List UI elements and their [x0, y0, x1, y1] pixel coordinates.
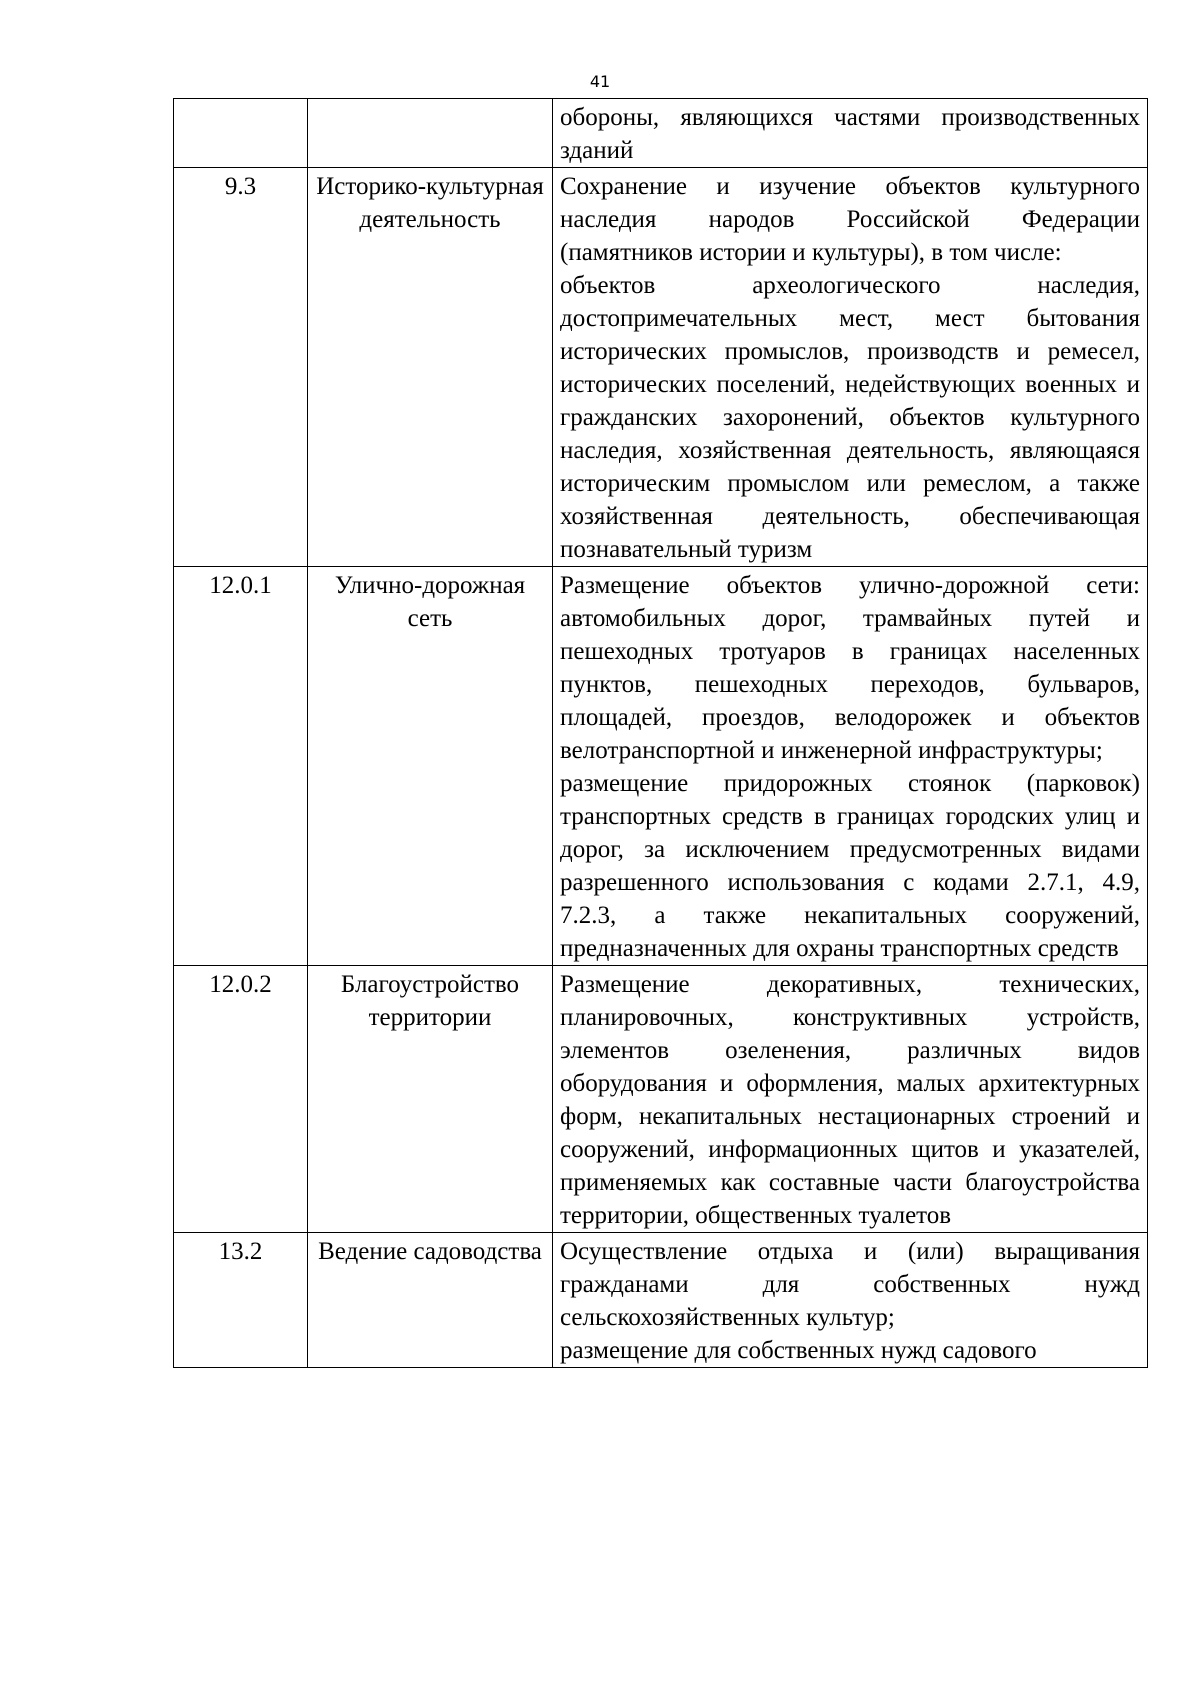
name-cell: Благоустройство территории [308, 966, 553, 1233]
name-cell: Улично-дорожная сеть [308, 567, 553, 966]
description-paragraph: Размещение декоративных, технических, планировочных, конструктивных устройств, элементов озеленения, различных видов оборудования и оформления, малых архитектурных форм, некапитальных нестационарных строений и сооружений, информационных щитов и указателей, применяемых как составные части благоустройства территории, общественных туалетов [560, 971, 1140, 1229]
description-paragraph: обороны, являющихся частями производственных зданий [560, 104, 1140, 164]
table-row [174, 1233, 1148, 1368]
table-row [174, 168, 1148, 567]
description-paragraph: Осуществление отдыха и (или) выращивания гражданами для собственных нужд сельскохозяйственных культур; [560, 1238, 1140, 1331]
page-number: 41 [589, 72, 611, 91]
code-cell: 13.2 [174, 1233, 308, 1368]
name-cell: Ведение садоводства [308, 1233, 553, 1368]
description-cell [553, 168, 1148, 567]
code-cell: 12.0.1 [174, 567, 308, 966]
name-cell [308, 99, 553, 168]
code-cell: 9.3 [174, 168, 308, 567]
description-paragraph: объектов археологического наследия, достопримечательных мест, мест бытования исторических промыслов, производств и ремесел, исторических поселений, недействующих военных и гражданских захоронений, объектов культурного наследия, хозяйственная деятельность, являющаяся историческим промыслом или ремеслом, а также хозяйственная деятельность, обеспечивающая познавательный туризм [560, 272, 1140, 563]
description-cell [553, 567, 1148, 966]
table-row [174, 966, 1148, 1233]
description-cell [553, 99, 1148, 168]
code-cell [174, 99, 308, 168]
description-cell [553, 1233, 1148, 1368]
code-cell: 12.0.2 [174, 966, 308, 1233]
description-paragraph: размещение придорожных стоянок (парковок) транспортных средств в границах городских улиц и дорог, за исключением предусмотренных видами разрешенного использования с кодами 2.7.1, 4.9, 7.2.3, а также некапитальных сооружений, предназначенных для охраны транспортных средств [560, 770, 1140, 962]
description-paragraph: Сохранение и изучение объектов культурного наследия народов Российской Федерации (памятников истории и культуры), в том числе: [560, 173, 1140, 266]
description-paragraph: размещение для собственных нужд садового [560, 1337, 1037, 1364]
table-row [174, 99, 1148, 168]
name-cell: Историко-культурная деятельность [308, 168, 553, 567]
table-row [174, 567, 1148, 966]
description-cell [553, 966, 1148, 1233]
description-paragraph: Размещение объектов улично-дорожной сети: автомобильных дорог, трамвайных путей и пешеходных тротуаров в границах населенных пунктов, пешеходных переходов, бульваров, площадей, проездов, велодорожек и объектов велотранспортной и инженерной инфраструктуры; [560, 572, 1140, 764]
land-use-table [173, 98, 1148, 1368]
